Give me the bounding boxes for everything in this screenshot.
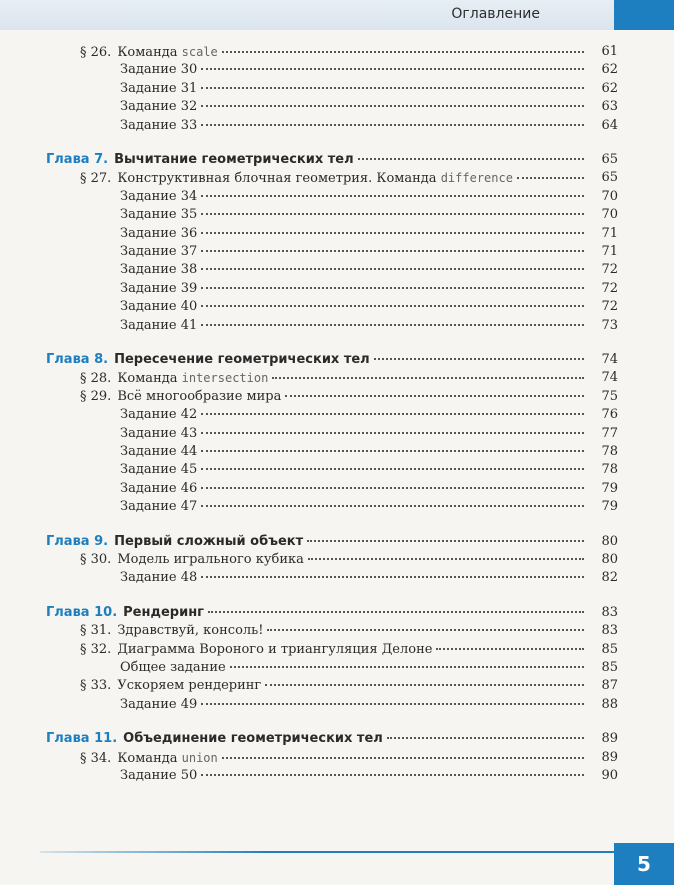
- dot-leader: [201, 250, 584, 252]
- task-title: Задание 42: [120, 407, 198, 423]
- toc-chapter-row: [46, 350, 618, 370]
- dot-leader: [374, 358, 584, 360]
- toc-task-row: [120, 316, 618, 336]
- task-title: Задание 32: [120, 99, 198, 115]
- toc-task-row: [120, 766, 618, 786]
- dot-leader: [208, 611, 584, 613]
- command-code: intersection: [181, 371, 269, 386]
- page-ref: 62: [601, 80, 618, 96]
- toc-task-row: [120, 242, 618, 262]
- page-ref: 79: [601, 499, 618, 515]
- task-title: Задание 48: [120, 570, 198, 586]
- dot-leader: [201, 87, 584, 89]
- page-ref: 80: [601, 552, 618, 567]
- page-ref: 75: [601, 388, 618, 404]
- dot-leader: [201, 450, 584, 452]
- toc-task-row: [120, 297, 618, 317]
- toc-entry-title: [120, 695, 588, 715]
- command-code: union: [181, 750, 218, 765]
- page-number-badge: 5: [614, 843, 674, 885]
- section-title: Диаграмма Вороного и триангуляция Делоне: [117, 641, 433, 657]
- section-number: § 27.: [80, 171, 112, 187]
- task-title: Задание 33: [120, 117, 198, 133]
- task-title: Задание 43: [120, 425, 198, 441]
- section-number: § 34.: [80, 750, 112, 766]
- task-title: Задание 36: [120, 225, 198, 241]
- toc-entry-title: [120, 79, 588, 99]
- page-ref: 70: [601, 188, 618, 204]
- dot-leader: [201, 505, 584, 507]
- toc-task-row: [120, 497, 618, 517]
- dot-leader: [285, 395, 584, 397]
- toc-chapter-row: [46, 729, 618, 749]
- toc-section-row: [80, 42, 618, 62]
- toc-task-row: [120, 116, 618, 136]
- dot-leader: [436, 648, 584, 650]
- toc-entry-title: [80, 42, 588, 62]
- chapter-title: Первый сложный объект: [114, 533, 304, 549]
- toc-task-row: [120, 79, 618, 99]
- toc-entry-title: [120, 279, 588, 299]
- toc-section-row: [80, 676, 618, 696]
- task-title: Задание 34: [120, 188, 198, 204]
- toc-section-row: [80, 550, 618, 570]
- toc-chapter-row: [46, 532, 618, 552]
- task-title: Задание 37: [120, 244, 198, 259]
- section-title: Модель игрального кубика: [117, 552, 304, 567]
- page-ref: 85: [601, 641, 618, 657]
- toc-entry-title: [80, 748, 588, 768]
- page-ref: 83: [601, 604, 618, 620]
- toc-entry-title: [120, 97, 588, 117]
- toc-entry-title: [120, 224, 588, 244]
- chapter-label: Глава 10.: [46, 604, 118, 620]
- section-title: Здравствуй, консоль!: [117, 623, 264, 639]
- task-title: Общее задание: [120, 660, 226, 675]
- section-title: Команда: [117, 371, 182, 387]
- toc-entry-title: [120, 766, 588, 786]
- section-number: § 31.: [80, 623, 112, 639]
- toc-task-row: [120, 695, 618, 715]
- task-title: Задание 41: [120, 317, 198, 333]
- toc-task-row: [120, 405, 618, 425]
- page-ref: 70: [601, 207, 618, 223]
- page-ref: 65: [601, 170, 618, 186]
- toc-task-row: [120, 224, 618, 244]
- toc-entry-title: [120, 460, 588, 480]
- toc-entry-title: [46, 350, 588, 370]
- section-number: § 29.: [80, 388, 112, 404]
- toc-entry-title: [80, 550, 588, 570]
- toc-section-row: [80, 748, 618, 768]
- dot-leader: [517, 177, 584, 179]
- toc-section-row: [80, 640, 618, 660]
- dot-leader: [201, 232, 584, 234]
- toc-entry-title: [120, 187, 588, 207]
- dot-leader: [201, 487, 584, 489]
- toc-entry-title: [80, 387, 588, 407]
- page-header: [0, 0, 614, 30]
- toc-task-row: [120, 479, 618, 499]
- toc-entry-title: [80, 368, 588, 388]
- toc-task-row: [120, 260, 618, 280]
- dot-leader: [387, 737, 584, 739]
- page-ref: 76: [601, 407, 618, 423]
- toc-entry-title: [120, 260, 588, 280]
- toc-task-row: [120, 460, 618, 480]
- toc-task-row: [120, 658, 618, 678]
- dot-leader: [358, 158, 584, 160]
- toc-entry-title: [120, 568, 588, 588]
- chapter-label: Глава 7.: [46, 152, 109, 167]
- toc-task-row: [120, 279, 618, 299]
- page-ref: 72: [601, 280, 618, 296]
- page-ref: 74: [601, 352, 618, 367]
- toc-entry-title: [120, 116, 588, 136]
- task-title: Задание 46: [120, 480, 198, 496]
- dot-leader: [201, 432, 584, 434]
- page-ref: 61: [601, 44, 618, 59]
- task-title: Задание 44: [120, 444, 198, 459]
- toc-entry-title: [120, 442, 588, 462]
- page-ref: 85: [601, 660, 618, 675]
- page-ref: 90: [601, 768, 618, 783]
- task-title: Задание 39: [120, 280, 198, 296]
- page-ref: 77: [601, 425, 618, 441]
- toc-section-row: [80, 387, 618, 407]
- page-ref: 72: [601, 299, 618, 315]
- toc-entry-title: [46, 532, 588, 552]
- header-accent-tab: [614, 0, 674, 30]
- dot-leader: [201, 268, 584, 270]
- section-number: § 30.: [80, 552, 112, 567]
- page-ref: 78: [601, 462, 618, 478]
- section-title: Ускоряем рендеринг: [117, 678, 262, 694]
- dot-leader: [201, 287, 584, 289]
- dot-leader: [230, 666, 584, 668]
- task-title: Задание 50: [120, 768, 198, 783]
- dot-leader: [265, 684, 584, 686]
- task-title: Задание 47: [120, 499, 198, 515]
- toc-entry-title: [80, 676, 588, 696]
- dot-leader: [201, 213, 584, 215]
- dot-leader: [307, 540, 584, 542]
- section-title: Всё многообразие мира: [117, 388, 282, 404]
- section-title: Команда: [117, 750, 182, 766]
- toc-entry-title: [120, 424, 588, 444]
- dot-leader: [222, 51, 584, 53]
- toc-entry-title: [80, 168, 588, 188]
- toc-task-row: [120, 60, 618, 80]
- dot-leader: [201, 413, 584, 415]
- toc-entry-title: [120, 297, 588, 317]
- command-code: difference: [440, 171, 513, 186]
- page-ref: 87: [601, 678, 618, 694]
- toc-entry-title: [120, 497, 588, 517]
- section-number: § 26.: [80, 45, 112, 60]
- toc-section-row: [80, 621, 618, 641]
- task-title: Задание 49: [120, 696, 198, 712]
- dot-leader: [201, 703, 584, 705]
- toc-task-row: [120, 205, 618, 225]
- page-ref: 72: [601, 262, 618, 278]
- page-ref: 73: [601, 317, 618, 333]
- section-title: Конструктивная блочная геометрия. Команда: [117, 171, 441, 187]
- dot-leader: [201, 324, 584, 326]
- toc-entry-title: [120, 205, 588, 225]
- task-title: Задание 45: [120, 462, 198, 478]
- toc-entry-title: [120, 479, 588, 499]
- dot-leader: [201, 124, 584, 126]
- toc-task-row: [120, 442, 618, 462]
- toc-entry-title: [120, 60, 588, 80]
- task-title: Задание 31: [120, 80, 198, 96]
- dot-leader: [201, 305, 584, 307]
- toc-task-row: [120, 187, 618, 207]
- toc-task-row: [120, 424, 618, 444]
- toc-entry-title: [80, 621, 588, 641]
- toc-entry-title: [120, 658, 588, 678]
- toc-entry-title: [120, 316, 588, 336]
- page-ref: 82: [601, 570, 618, 586]
- chapter-title: Вычитание геометрических тел: [114, 152, 354, 167]
- footer-divider: [40, 851, 614, 853]
- toc-task-row: [120, 568, 618, 588]
- toc-task-row: [120, 97, 618, 117]
- dot-leader: [201, 774, 584, 776]
- page-ref: 89: [601, 731, 618, 747]
- chapter-title: Рендеринг: [123, 604, 204, 620]
- command-code: scale: [181, 45, 218, 59]
- page-ref: 88: [601, 696, 618, 712]
- chapter-label: Глава 11.: [46, 731, 118, 747]
- page-ref: 83: [601, 623, 618, 639]
- page-ref: 71: [601, 244, 618, 259]
- dot-leader: [272, 377, 584, 379]
- dot-leader: [201, 195, 584, 197]
- task-title: Задание 35: [120, 207, 198, 223]
- page-ref: 74: [601, 370, 618, 386]
- toc-entry-title: [46, 729, 588, 749]
- dot-leader: [222, 757, 584, 759]
- toc-entry-title: [80, 640, 588, 660]
- toc-chapter-row: [46, 603, 618, 623]
- chapter-label: Глава 9.: [46, 533, 109, 549]
- task-title: Задание 40: [120, 299, 198, 315]
- dot-leader: [201, 468, 584, 470]
- page-ref: 63: [601, 99, 618, 115]
- chapter-title: Объединение геометрических тел: [123, 731, 383, 747]
- section-number: § 32.: [80, 641, 112, 657]
- page-ref: 79: [601, 480, 618, 496]
- section-number: § 33.: [80, 678, 112, 694]
- page-ref: 89: [601, 749, 618, 765]
- task-title: Задание 30: [120, 62, 198, 78]
- page-ref: 65: [601, 152, 618, 167]
- toc-entry-title: [46, 603, 588, 623]
- toc-entry-title: [120, 242, 588, 262]
- chapter-title: Пересечение геометрических тел: [114, 352, 370, 367]
- header-title: Оглавление: [451, 6, 540, 22]
- page-ref: 80: [601, 533, 618, 549]
- page-ref: 62: [601, 62, 618, 78]
- toc-section-row: [80, 168, 618, 188]
- page-ref: 78: [601, 444, 618, 459]
- dot-leader: [201, 576, 584, 578]
- section-number: § 28.: [80, 371, 112, 387]
- toc-chapter-row: [46, 150, 618, 170]
- page-ref: 64: [601, 117, 618, 133]
- dot-leader: [201, 68, 584, 70]
- dot-leader: [201, 105, 584, 107]
- chapter-label: Глава 8.: [46, 352, 109, 367]
- dot-leader: [308, 558, 584, 560]
- toc-entry-title: [46, 150, 588, 170]
- section-title: Команда: [117, 45, 182, 60]
- dot-leader: [267, 629, 584, 631]
- toc-section-row: [80, 368, 618, 388]
- page-ref: 71: [601, 225, 618, 241]
- toc-entry-title: [120, 405, 588, 425]
- task-title: Задание 38: [120, 262, 198, 278]
